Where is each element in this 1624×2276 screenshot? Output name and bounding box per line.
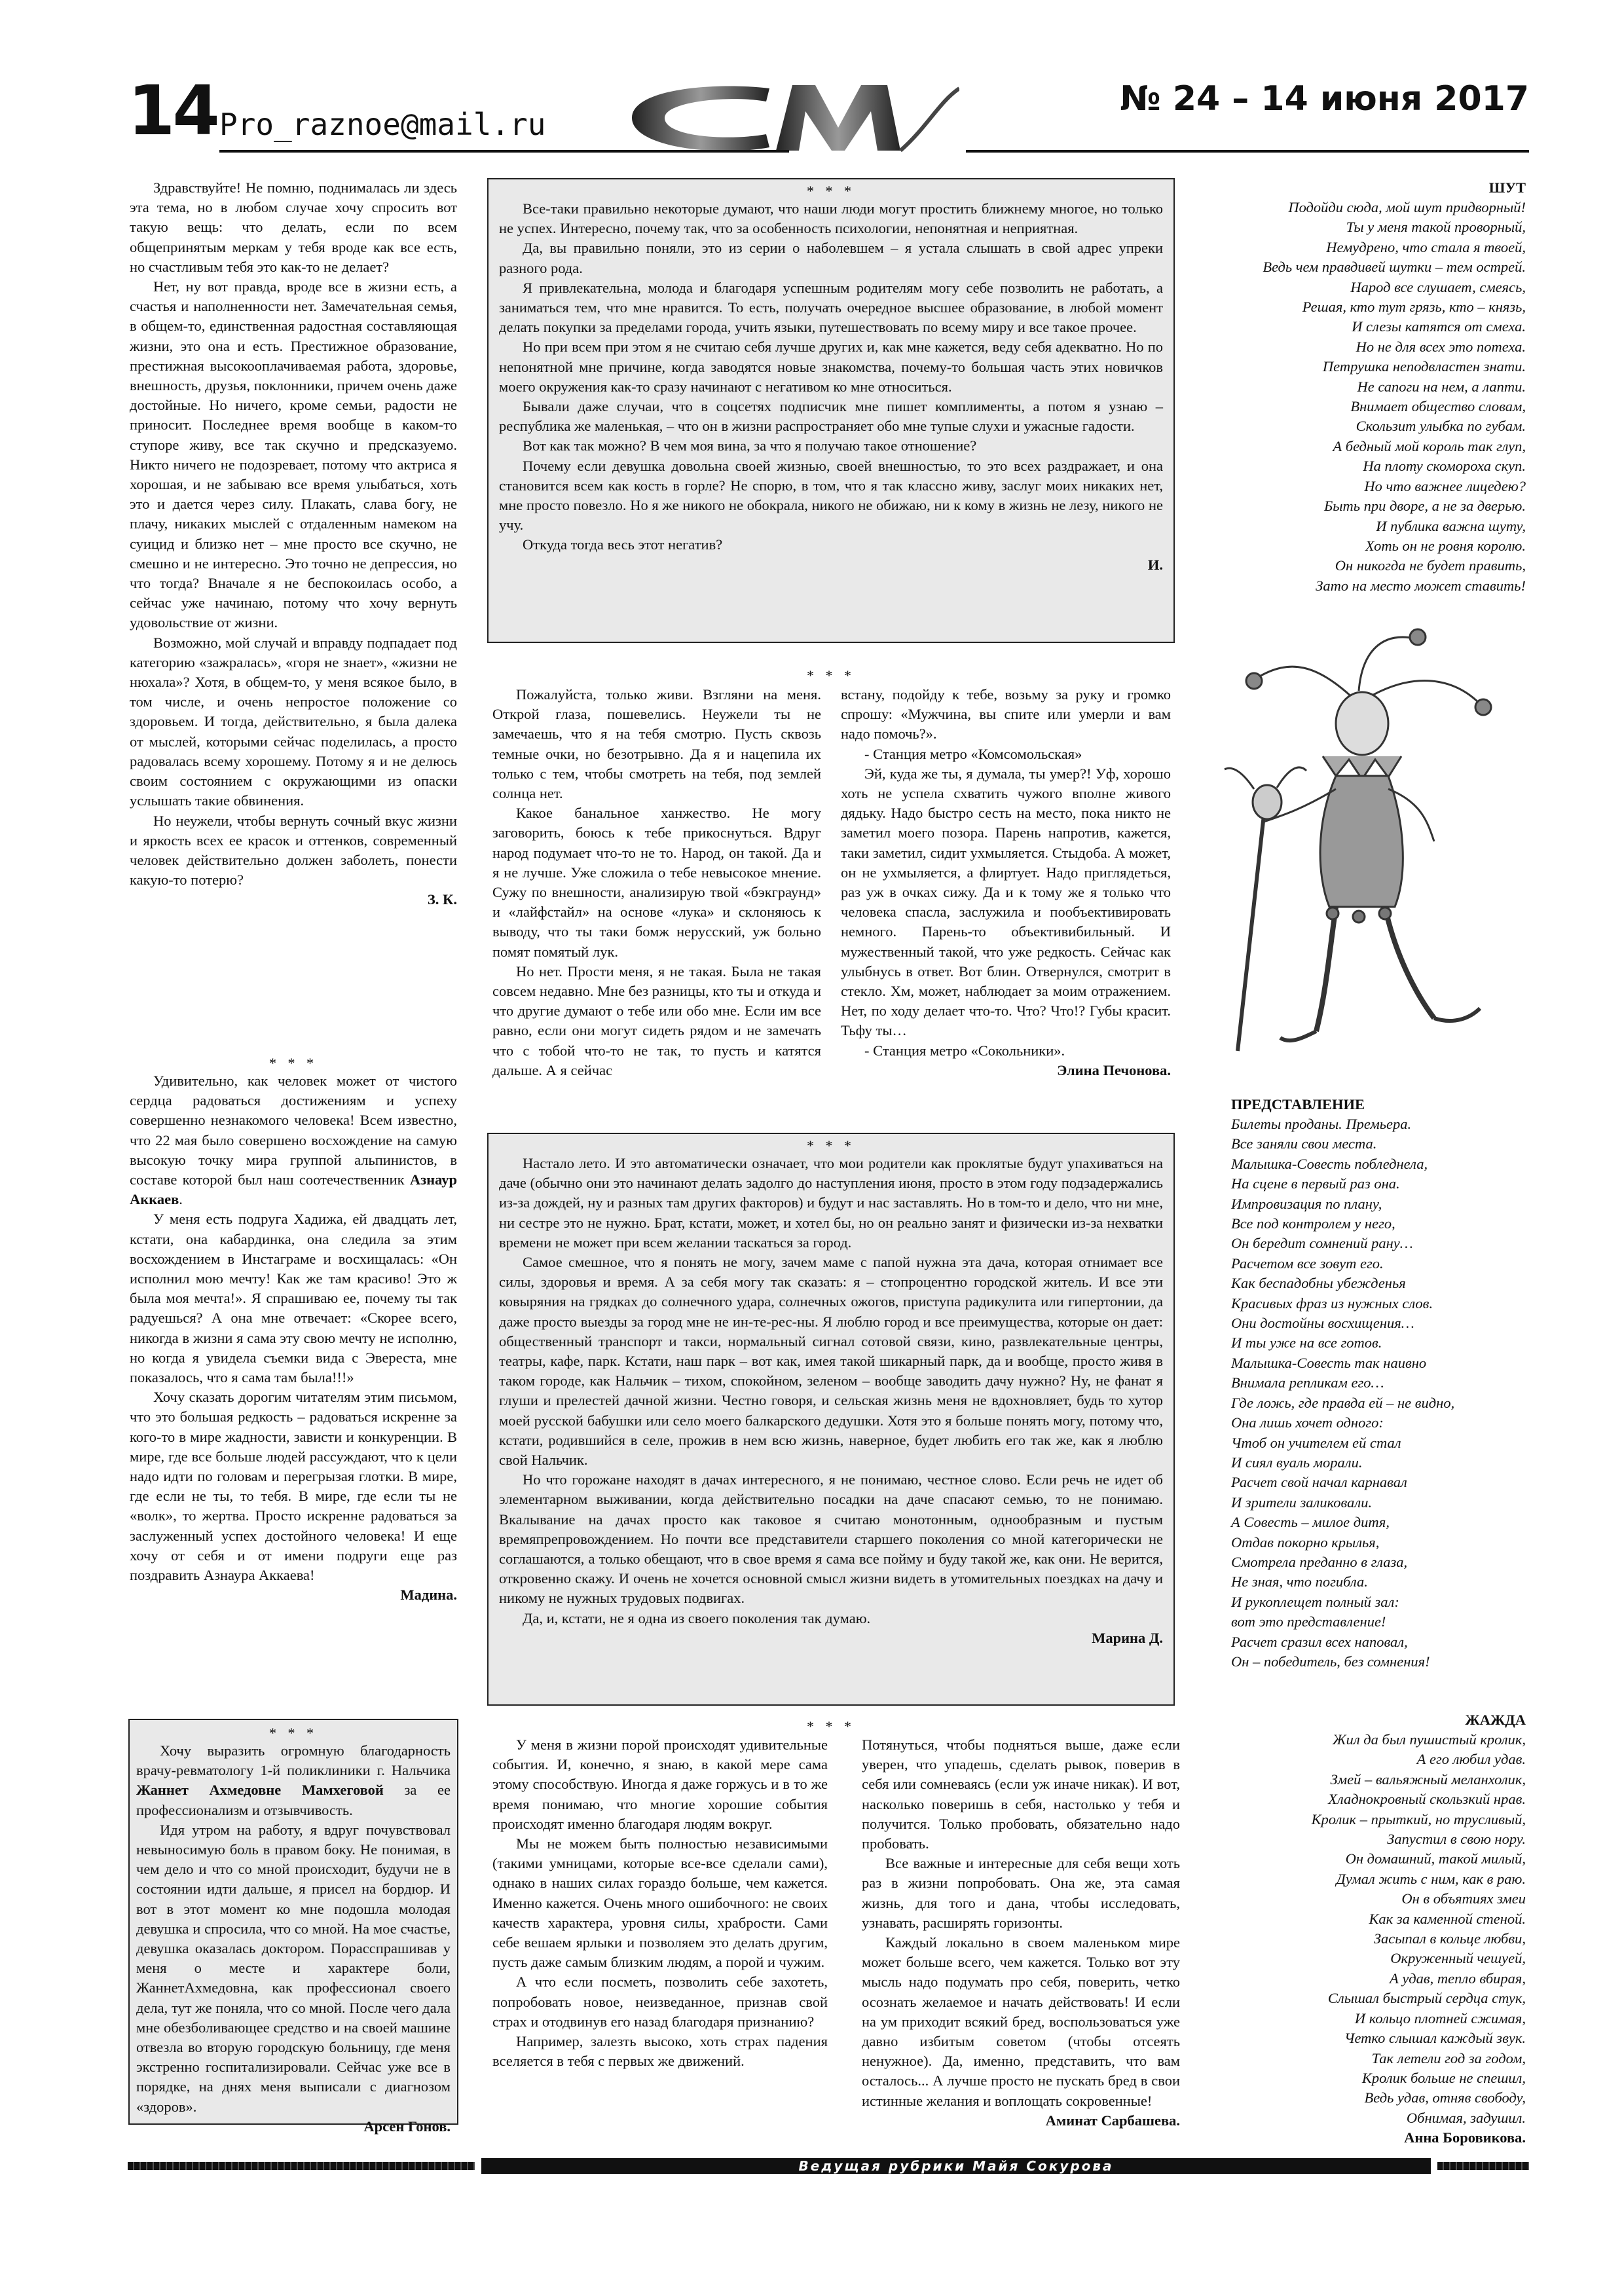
- header-rule: [219, 150, 789, 153]
- letter-2-signature: Мадина.: [400, 1587, 457, 1604]
- letter-5-paragraph: встану, подойду к тебе, возьму за руку и громко спрошу: «Мужчина, вы спите или умерли и вам надо помочь?».: [841, 686, 1171, 743]
- poem-line: Отдав покорно крылья,: [1231, 1533, 1380, 1551]
- letter-7-paragraph: Потянуться, чтобы подняться выше, даже если уверен, что упадешь, сделать рывок, поверив в себя или сомневаясь (если уж иначе никак). И вот, насколько поверишь в себя, настолько у тебя и получится. Только пробовать, обязательно надо пробовать.: [862, 1736, 1180, 1852]
- poem-line: Расчет свой начал карнавал: [1231, 1474, 1407, 1491]
- letter-6-signature: Марина Д.: [1092, 1629, 1163, 1646]
- letter-2-paragraph: Удивительно, как человек может от чистого сердца радоваться достижениям и успеху совершенно незнакомого человека! Всем известно, что 22 мая было совершено восхождение на самую высокую точку мира группой альпинистов, в составе которой был наш соотечественник: [130, 1073, 457, 1188]
- poem-line: Решая, кто тут грязь, кто – князь,: [1302, 299, 1526, 316]
- poem-line: Они достойны восхищения…: [1231, 1315, 1414, 1332]
- poem-line: Все заняли свои места.: [1231, 1135, 1377, 1152]
- poem-line: Запустил в свою нору.: [1387, 1831, 1526, 1848]
- poem-line: Обнимая, задушил.: [1406, 2109, 1526, 2126]
- poem-line: Но не для всех это потеха.: [1356, 338, 1526, 355]
- letter-6-paragraph: Но что горожане находят в дачах интересного, я не понимаю, честное слово. Если речь не идет об элементарном выживании, когда действительно посадки на даче спасают семью, то не понимаю. Вкалывание на дачах просто как таковое я считаю монотонным, однообразным и пустым времяпрепровождением. Но почти все представители старшего поколения со мной категорически не соглашаются, а только обещают, что в свое время я сама все пойму и буду такой же, как они. Не верится, откровенно скажу. И очень не хочется основной смысл жизни видеть в утомительных поездках на дачу и никому не нужных трудовых подвигах.: [499, 1471, 1163, 1607]
- poem-line: Билеты проданы. Премьера.: [1231, 1116, 1412, 1132]
- letter-7-paragraph: Мы не можем быть полностью независимыми (такими умницами, которые все-все сделали сами), однако в наших силах гораздо больше, чем кажется. Именно кажется. Очень много ошибочного: не своих качеств характера, уровня силы, храбрости. Сами себе вешаем ярлыки и позволяем это делать другим, пусть даже самым близким людям, а порой и чужим.: [492, 1835, 828, 1971]
- letter-1: [130, 178, 457, 909]
- page-header: [128, 69, 1529, 154]
- poem-line: Ты у меня такой проворный,: [1346, 219, 1526, 236]
- separator-stars: * * *: [807, 1137, 855, 1154]
- letter-7-paragraph: А что если посметь, позволить себе захотеть, попробовать новое, неизведанное, признав свой страх и отодвинув его назад благодаря признанию?: [492, 1973, 828, 2030]
- letter-4-paragraph: Откуда тогда весь этот негатив?: [523, 536, 723, 553]
- poem-predstavlenie: [1231, 1095, 1526, 1672]
- poem-line: Она лишь хочет одного:: [1231, 1414, 1384, 1431]
- letter-1-signature: З. К.: [427, 891, 457, 908]
- poem-line: А удав, тепло вбирая,: [1389, 1970, 1526, 1987]
- letter-2-bold-name: Азнаур Аккаев: [130, 1171, 457, 1208]
- poem-line: Он домашний, такой милый,: [1345, 1850, 1526, 1867]
- poem-line: Думал жить с ним, как в раю.: [1336, 1870, 1526, 1887]
- letter-4-paragraph: Но при всем при этом я не считаю себя лучше других и, как мне кажется, веду себя адекватно. Но по непонятной мне причине, когда заводятся новые знакомства, почему-то большая часть этих новичков моего окружения как-то сразу начинают с негативом ко мне относиться.: [499, 339, 1163, 395]
- letter-4-box: [487, 178, 1175, 643]
- poem-line: Подойди сюда, мой шут придворный!: [1288, 199, 1526, 215]
- page-number: 14: [128, 71, 217, 151]
- poem-line: Змей – вальяжный меланхолик,: [1330, 1771, 1526, 1788]
- poem-line: Немудрено, что стала я твоей,: [1326, 238, 1526, 255]
- poem-line: Не сапоги на нем, а лапти.: [1357, 378, 1526, 395]
- letter-5-paragraph: - Станция метро «Комсомольская»: [864, 745, 1082, 762]
- footer: [128, 2158, 1529, 2174]
- poem-line: И ты уже на все готов.: [1231, 1334, 1382, 1351]
- letter-2: * * * Удивительно, как человек может от чистого сердца радоваться достижениям и успеху совершенно незнакомого человека! Всем известно, что 22 мая было совершено восхождение на самую высокую точку мира группой альпинистов, в составе которой был наш соотечественник Азнаур Аккаев. У меня есть подруга Хадижа, ей двадцать лет, кстати, она кабардинка, она следила за этим восхождением в Инстаграме и восхищалась: «Он исполнил мою мечту! Как же там красиво! Это ж была моя мечта!». Я спрашиваю ее, почему ты так радуешься? А она мне отвечает: «Скорее всего, никогда в жизни я сама эту свою мечту не исполню, но когда я увидела съемки вида с Эвереста, мне показалось, что я сама там была!!!» Хочу сказать дорогим читателям этим письмом, что это большая редкость – радоваться искренне за кого-то в мире жадности, зависти и конкуренции. В мире, где все больше людей рассуждают, что к цели надо идти по головам и перегрызая глотки. В мире, где если не ты, то тебя. В мире, где если ты не «волк», то жертва. Просто искренне радоваться за заслуженный успех достойного человека! И еще хочу от себя и от имени подруги еще раз поздравить Азнаура Аккаева! Мадина.: [130, 1055, 457, 1605]
- separator-stars: * * *: [807, 1718, 855, 1735]
- issue-info: № 24 – 14 июня 2017: [1120, 79, 1529, 119]
- poem-line: Кролик больше не спешил,: [1361, 2069, 1526, 2086]
- poem-line: Чтоб он учителем ей стал: [1231, 1434, 1401, 1451]
- logo-graphic: [619, 75, 959, 160]
- letter-7-paragraph: У меня в жизни порой происходят удивительные события. И, конечно, я знаю, в какой мере сама этому способствую. Иногда я даже горжусь и в то же время понимаю, что многие хорошие события происходят именно благодаря людям вокруг.: [492, 1736, 828, 1832]
- poem-zhazhda-lines: [1204, 1730, 1526, 2128]
- letter-3-signature: Арсен Гонов.: [363, 2118, 451, 2135]
- letter-4-signature: И.: [1147, 556, 1163, 573]
- poem-line: Не зная, что погибла.: [1231, 1573, 1368, 1590]
- letter-5-paragraph: - Станция метро «Сокольники».: [864, 1042, 1065, 1059]
- letter-6-paragraph: Самое смешное, что я понять не могу, зачем маме с папой нужна эта дача, которая отнимает все силы, здоровья и время. А за себя могу так сказать: я – стопроцентно городской житель. И все эти ковыряния на грядках до солнечного удара, солнечных ожогов, приступа радикулита или гипертонии, да даже просто выезды за город мне не ин-те-рес-ны. Я люблю город и все преимущества, которые он дает: общественный транспорт и такси, нормальный сигнал сотовой связи, кино, развлекательные центры, театры, кафе, парк. Кстати, наш парк – вот как, имея такой шикарный парк, да и вообще, просто живя в таком городе, как Нальчик – тихом, спокойном, зеленом – вообще заводить дачу нужно? Ну, не фанат я глуши и прелестей дачной жизни. Честно говоря, и сельская жизнь меня не вдохновляет, будь то хутор моей русской бабушки или село моего балкарского дедушки. Хотя это я больше понять могу, потому что, кстати, родившийся в селе, прожив в нем всю жизнь, наверное, будет любить его так же, как я люблю свой Нальчик.: [499, 1254, 1163, 1469]
- footer-banner: [481, 2158, 1431, 2174]
- letter-3-intro-end: за ее профессионализм и отзывчивость.: [136, 1782, 451, 1818]
- poem-line: Где ложь, где правда ей – не видно,: [1231, 1394, 1455, 1411]
- letter-3-box: [128, 1719, 458, 2135]
- poem-line: Хоть он не ровня королю.: [1365, 537, 1526, 554]
- poem-line: Быть при дворе, а не за дверью.: [1323, 498, 1526, 515]
- poem-line: Ведь удав, отняв свободу,: [1364, 2089, 1526, 2106]
- poem-shut: [1204, 178, 1526, 596]
- letter-2-paragraph: Хочу сказать дорогим читателям этим письмом, что это большая редкость – радоваться искренне за кого-то в мире жадности, зависти и конкуренции. В мире, где все больше людей рассуждают, что к цели надо идти по головам и перегрызая глотки. В мире, где если не ты, то тебя. В мире, где если ты не «волк», то жертва. Просто искренне радоваться за заслуженный успех достойного человека! И еще хочу от себя и от имени подруги еще раз поздравить Азнаура Аккаева!: [130, 1389, 457, 1584]
- poem-line: Зато на место может ставить!: [1316, 577, 1526, 594]
- poem-line: На сцене в первый раз она.: [1231, 1175, 1400, 1192]
- poem-line: Народ все слушает, смеясь,: [1350, 278, 1526, 295]
- poem-line: Он бередит сомнений рану…: [1231, 1235, 1413, 1252]
- poem-line: Окруженный чешуей,: [1390, 1950, 1526, 1967]
- letter-7-paragraph: Все важные и интересные для себя вещи хоть раз в жизни попробовать. Она же, эта самая жизнь, для того и дана, чтобы исследовать, узнавать, расширять горизонты.: [862, 1855, 1180, 1931]
- poem-line: И сиял вуаль морали.: [1231, 1454, 1363, 1471]
- poem-line: Расчет сразил всех наповал,: [1231, 1633, 1408, 1650]
- letter-2-paragraph: У меня есть подруга Хадижа, ей двадцать лет, кстати, она кабардинка, она следила за этим восхождением в Инстаграме и восхищалась: «Он исполнил мою мечту! Как же там красиво! Это ж была моя мечта!». Я спрашиваю ее, почему ты так радуешься? А она мне отвечает: «Скорее всего, никогда в жизни я сама эту свою мечту не исполню, но когда я увидела съемки вида с Эвереста, мне показалось, что я сама там была!!!»: [130, 1211, 457, 1386]
- poem-line: Импровизация по плану,: [1231, 1195, 1382, 1212]
- poem-line: Засыпал в кольце любви,: [1373, 1930, 1526, 1947]
- separator-stars: * * *: [269, 1725, 318, 1741]
- footer-text: Ведущая рубрики Майя Сокурова: [798, 2158, 1114, 2174]
- letter-6-paragraph: Да, и, кстати, не я одна из своего поколения так думаю.: [523, 1609, 871, 1626]
- poem-line: Кролик – прыткий, но трусливый,: [1311, 1810, 1526, 1827]
- poem-line: Он в объятиях змеи: [1401, 1890, 1526, 1907]
- poem-line: Жил да был пушистый кролик,: [1332, 1731, 1526, 1748]
- poem-line: Скользит улыбка по губам.: [1356, 418, 1526, 435]
- poem-shut-title: ШУТ: [1488, 179, 1526, 196]
- poem-line: Петрушка неподвластен знати.: [1322, 358, 1526, 375]
- jester-illustration: [1218, 625, 1506, 1087]
- poem-line: Внимает общество словам,: [1350, 398, 1526, 415]
- letter-4-paragraph: Все-таки правильно некоторые думают, что наши люди могут простить ближнему многое, но только не успех. Интересно, почему так, что за особенность психологии, непонятная и неприятная.: [499, 200, 1163, 237]
- jester-drawing: [1218, 625, 1506, 1087]
- poem-line: Красивых фраз из нужных слов.: [1231, 1294, 1433, 1312]
- poem-predstavlenie-title: ПРЕДСТАВЛЕНИЕ: [1231, 1096, 1365, 1112]
- poem-zhazhda: [1204, 1710, 1526, 2148]
- poem-line: Так летели год за годом,: [1371, 2049, 1526, 2066]
- separator-stars: * * *: [269, 1055, 318, 1071]
- poem-shut-lines: [1204, 198, 1526, 596]
- letter-3-intro: Хочу выразить огромную благодарность врачу-ревматологу 1-й поликлиники г. Нальчика: [136, 1742, 451, 1779]
- letter-5-signature: Элина Печонова.: [1057, 1061, 1171, 1078]
- poem-line: На плоту скомороха скуп.: [1363, 458, 1526, 475]
- poem-line: Расчетом все зовут его.: [1231, 1255, 1384, 1272]
- letter-7-paragraph: Каждый локально в своем маленьком мире может больше всего, чем кажется. Только вот эту мысль надо подумать про себя, поверить, четко осознать желаемое и начать действовать! И если на ум приходит всякий бред, воспользоваться уже давно избитым советом (чтобы отсеять ненужное). Да, именно, представить, что вам осталось... А лучше просто не пускать бред в свои истинные желания и воплощать сокровенные!: [862, 1934, 1180, 2109]
- poem-line: И кольцо плотней сжимая,: [1354, 2010, 1526, 2027]
- footer-rule-right: [1437, 2162, 1529, 2170]
- letter-5-paragraph: Эй, куда же ты, я думала, ты умер?! Уф, хорошо хоть не успела схватить чужого вполне живого дядьку. Надо быстро сесть на место, пока никто не заметил моего позора. Парень напротив, кажется, таки заметил, сидит ухмыляется. Стыдоба. А может, он не ухмыляется, а флиртует. Надо приглядеться, раз уж в очках сижу. Да и к тому же я только что человека спасла, заслужила и пообъективировать немного. Парень-то объективибильный. И мужественный такой, что уже редкость. Сейчас как улыбнусь в ответ. Вот блин. Отвернулся, смотрит в стекло. Хм, может, наблюдает за моим отражением. Нет, по ходу делает что-то. Что? Что!? Губы красит. Тьфу ты…: [841, 765, 1171, 1039]
- footer-rule-left: [128, 2162, 475, 2170]
- poem-line: Малышка-Совесть так наивно: [1231, 1354, 1427, 1371]
- letter-5-column-2: [841, 685, 1171, 1080]
- poem-line: А бедный мой король так глуп,: [1333, 437, 1526, 454]
- letter-7-signature: Аминат Сарбашева.: [1045, 2112, 1180, 2129]
- letter-1-paragraph: Здравствуйте! Не помню, поднималась ли здесь эта тема, но в любом случае хочу спросить вот такую вещь: что делать, если по всем общепринятым меркам у тебя вроде как все есть, но счастливым тебя это как-то не делает?: [130, 179, 457, 275]
- letter-6-paragraph: Настало лето. И это автоматически означает, что мои родители как проклятые будут упахиваться на даче (обычно они это начинают делать задолго до наступления июня, просто в этом году подзадержались из-за дождей, ну и разных там других факторов) и будут и нас заставлять. Но в том-то и дело, что ни мне, ни сестре это не нужно. Брат, кстати, может, и хотел бы, но он реально занят и физически из-за нехватки времени не может при всем желании таскаться за город.: [499, 1155, 1163, 1251]
- letter-5-paragraph: Но нет. Прости меня, я не такая. Была не такая совсем недавно. Мне без разницы, кто ты и откуда и что другие думают о тебе или обо мне. Если им все равно, если они могут сидеть рядом и не замечать что с тобой что-то не так, то пусть и катятся дальше. А я сейчас: [492, 963, 821, 1078]
- poem-line: Слышал быстрый сердца стук,: [1327, 1990, 1526, 2007]
- poem-predstavlenie-lines: [1231, 1114, 1526, 1672]
- letter-5-paragraph: Пожалуйста, только живи. Взгляни на меня. Открой глаза, пошевелись. Неужели ты не замечаешь, что я на тебя смотрю. Пусть сквозь темные очки, но безотрывно. Да я и нацепила их только с тем, чтобы смотреть на тебя, под землей солнца нет.: [492, 686, 821, 802]
- poem-line: Как за каменной стеной.: [1369, 1910, 1526, 1927]
- poem-line: И публика важна шуту,: [1376, 517, 1526, 534]
- poem-line: Хладнокровный скользкий нрав.: [1328, 1791, 1526, 1808]
- logo: [619, 75, 959, 160]
- poem-line: Смотрела преданно в глаза,: [1231, 1553, 1408, 1570]
- letter-1-paragraph: Возможно, мой случай и вправду подпадает под категорию «зажралась», «горя не знает», «жизни не нюхала»? Хотя, в общем-то, у меня всякое было, в том числе, и очень непростое положение со здоровьем. И тогда, действительно, я была далека от мыслей, которыми сейчас поделилась, а просто радовалась всему хорошему. Потому я и не делюсь своим состоянием с окружающими из опаски услышать такие обвинения.: [130, 634, 457, 809]
- poem-zhazhda-title: ЖАЖДА: [1465, 1712, 1526, 1728]
- poem-line: Он – победитель, без сомнения!: [1231, 1653, 1430, 1670]
- header-rule-right: [966, 150, 1529, 153]
- letter-4-paragraph: Да, вы правильно поняли, это из серии о наболевшем – я устала слышать в свой адрес упреки разного рода.: [499, 240, 1163, 276]
- letter-5-paragraph: Какое банальное ханжество. Не могу заговорить, боюсь к тебе прикоснуться. Вдруг народ подумает что-то не то. Народ, он такой. Да и я не лучше. Уже сложила о тебе невысокое мнение. Сужу по внешности, анализирую твой «бэкграунд» и «лайфстайл» на основе «лука» и склоняюсь к выводу, что ты таки бомж нерусский, уж больно помят помятый лук.: [492, 805, 821, 960]
- poem-line: И зрители заликовали.: [1231, 1494, 1373, 1511]
- poem-line: Как беспадобны убежденья: [1231, 1275, 1406, 1292]
- letter-3-bold-name: Жаннет Ахмедовне Мамхеговой: [136, 1782, 384, 1799]
- poem-line: Малышка-Совесть побледнела,: [1231, 1155, 1428, 1172]
- poem-line: Четко слышал каждый звук.: [1344, 2030, 1526, 2047]
- poem-line: Внимала репликам его…: [1231, 1374, 1384, 1391]
- poem-zhazhda-signature: Анна Боровикова.: [1404, 2129, 1526, 2146]
- letter-1-paragraph: Нет, ну вот правда, вроде все в жизни есть, а счастья и наполненности нет. Замечательная семья, в общем-то, единственная радостная составляющая жизни, это она и есть. Престижное образование, престижная высокооплачиваемая работа, здоровье, внешность, друзья, поклонники, причем очень даже достойные. Но ничего, кроме семьи, радости не приносит. Последнее время вообще в каком-то ступоре живу, все так скучно и предсказуемо. Никто ничего не подозревает, потому что актриса я хорошая, и не забываю все время улыбаться, хоть это и дается через силу. Плакать, слава богу, не плачу, никаких мыслей с отдаленным намеком на суицид и близко нет – мне просто все скучно, не смешно и не интересно. Это точно не депрессия, но что тогда? Вначале я не беспокоилась особо, а сейчас уже начинаю, потому что хочу вернуть удовольствие от жизни.: [130, 278, 457, 631]
- letter-7-column-1: [492, 1735, 828, 2071]
- poem-line: А его любил удав.: [1416, 1751, 1526, 1768]
- separator-stars: * * *: [807, 667, 855, 684]
- poem-line: вот это представление!: [1231, 1613, 1386, 1630]
- letter-7-column-2: [862, 1735, 1180, 2131]
- letter-5-column-1: [492, 685, 821, 1080]
- letter-1-paragraph: Но неужели, чтобы вернуть сочный вкус жизни и яркость всех ее красок и оттенков, современный человек действительно должен заболеть, понести какую-то потерю?: [130, 812, 457, 889]
- letter-7-paragraph: Например, залезть высоко, хоть страх падения вселяется в тебя с первых же движений.: [492, 2033, 828, 2070]
- separator-stars: * * *: [807, 183, 855, 199]
- letter-4-paragraph: Я привлекательна, молода и благодаря успешным родителям могу себе позволить не работать, а заниматься тем, что мне нравится. То есть, получать очередное высшее образование, в любой момент делать покупки за пределами города, учить языки, путешествовать по всему миру и все такое прочее.: [499, 279, 1163, 336]
- letter-4-paragraph: Бывали даже случаи, что в соцсетях подписчик мне пишет комплименты, а потом я узнаю – республика же маленькая, – что он в жизни распространяет обо мне тупые слухи и ужасные гадости.: [499, 398, 1163, 435]
- letter-4-paragraph: Почему если девушка довольна своей жизнью, своей внешностью, то это всех раздражает, и она становится всем как кость в горле? Не спорю, в том, что я так классно живу, заслуг моих никаких нет, мне просто повезло. Но я же никого не обокрала, никого не обижаю, ни к кому в жизнь не лезу, никого не учу.: [499, 457, 1163, 534]
- poem-line: Все под контролем у него,: [1231, 1215, 1395, 1232]
- letter-3-paragraph: Идя утром на работу, я вдруг почувствовал невыносимую боль в правом боку. Не понимая, в чем дело и что со мной происходит, будучи не в состоянии идти дальше, я присел на бордюр. И вот в этот момент ко мне подошла молодая девушка и спросила, что со мной. На мое счастье, девушка оказалась доктором. Порасспрашивав у меня о месте и характере боли, ЖаннетАхмедовна, как профессионал своего дела, тут же поняла, что со мной. После чего дала мне обезболивающее средство и на своей машине отвезла во вторую городскую больницу, где меня экстренно госпитализировали. Сейчас уже все в порядке, на днях меня выписали с диагнозом «здоров».: [136, 1821, 451, 2115]
- poem-line: И рукоплещет полный зал:: [1231, 1593, 1399, 1610]
- poem-line: А Совесть – милое дитя,: [1231, 1514, 1390, 1531]
- poem-line: Ведь чем правдивей шутки – тем острей.: [1263, 259, 1526, 276]
- letter-6-box: [487, 1133, 1175, 1706]
- letter-4-paragraph: Вот как так можно? В чем моя вина, за что я получаю такое отношение?: [523, 437, 977, 454]
- poem-line: Он никогда не будет править,: [1335, 557, 1526, 574]
- poem-line: Но что важнее лицедею?: [1364, 477, 1526, 494]
- poem-line: И слезы катятся от смеха.: [1352, 318, 1526, 335]
- email-link[interactable]: Pro_raznoe@mail.ru: [219, 107, 546, 142]
